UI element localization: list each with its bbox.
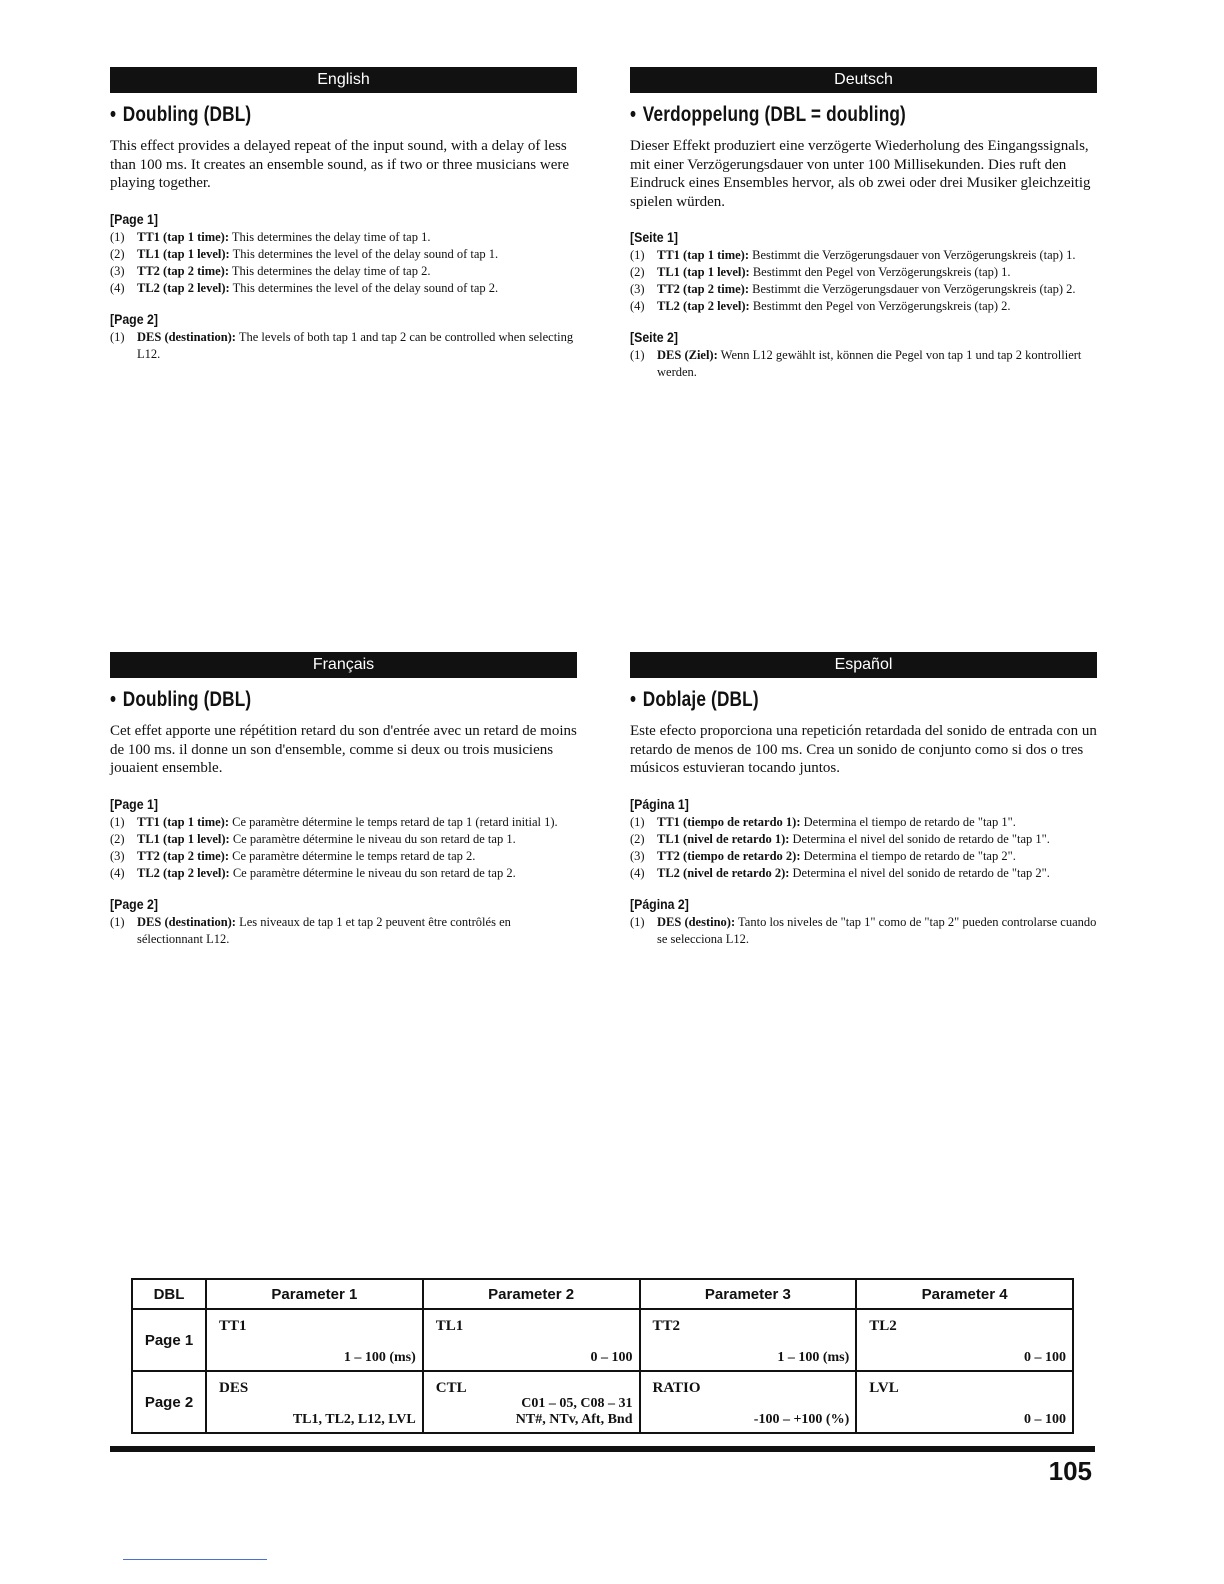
param-range: 1 – 100 (ms) [777,1350,850,1365]
item-parameter: TT2 (tap 2 time): [137,263,229,278]
item-body [137,246,577,263]
table-cell [423,1309,640,1371]
list-item [110,229,577,246]
page-1-items [110,229,577,297]
param-name: DES [219,1380,249,1396]
table-cell [206,1309,423,1371]
item-parameter: TT1 (tiempo de retardo 1): [657,814,801,829]
item-parameter: TT1 (tap 1 time): [657,248,749,262]
item-body [137,814,577,831]
list-item [630,914,1097,948]
item-description: Determina el tiempo de retardo de "tap 1". [803,814,1016,829]
page-2-heading: [Page 2] [110,310,158,327]
item-description: Wenn L12 gewählt ist, können die Pegel von tap 1 und tap 2 kontrolliert werden. [657,348,1082,379]
item-body [657,865,1097,882]
item-body [657,281,1097,298]
table-header: Parameter 2 [423,1279,640,1309]
list-item [110,831,577,848]
intro-text: Cet effet apporte une répétition retard du son d'entrée avec un retard de moins de 100 ms. il donne un son d'ensemble, comme si deux ou trois musiciens jouaient ensemble. [110,723,577,776]
item-number: (1) [110,814,125,829]
item-number: (1) [630,348,645,362]
table-row [132,1309,1073,1371]
table-header: Parameter 3 [640,1279,857,1309]
param-range: 0 – 100 [1024,1350,1066,1365]
item-number: (4) [110,865,125,880]
param-name: CTL [435,1380,467,1396]
item-parameter: TL2 (nivel de retardo 2): [657,865,790,880]
item-description: Ce paramètre détermine le temps retard de tap 2. [232,848,476,863]
item-number: (3) [630,282,645,296]
page-1-items [110,814,577,882]
intro-text: This effect provides a delayed repeat of the input sound, with a delay of less than 100 ms. It creates an ensemble sound, as if two or three musicians were playing together. [110,138,570,191]
item-description: This determines the level of the delay sound of tap 2. [232,280,499,295]
item-number: (1) [630,814,645,829]
list-item [630,814,1097,831]
param-name: RATIO [652,1380,701,1396]
page-1-heading: [Page 1] [110,210,158,227]
param-name: TT2 [652,1318,681,1334]
table-row [132,1371,1073,1433]
param-range: 1 – 100 (ms) [343,1350,416,1365]
item-parameter: DES (destination): [137,914,236,929]
list-item [630,281,1097,298]
row-label: Page 2 [132,1371,206,1433]
list-item [110,246,577,263]
page-2-heading: [Seite 2] [630,329,678,345]
item-description: Bestimmt den Pegel von Verzögerungskreis (tap) 2. [752,299,1011,313]
item-description: Bestimmt den Pegel von Verzögerungskreis (tap) 1. [752,265,1011,279]
language-bar: Deutsch [630,67,1097,93]
list-item [630,264,1097,281]
language-bar: Français [110,652,577,678]
page-2-items [110,914,577,948]
table-cell [640,1371,857,1433]
item-number: (3) [630,848,645,863]
item-body [657,814,1097,831]
item-description: Bestimmt die Verzögerungsdauer von Verzögerungskreis (tap) 2. [752,282,1076,296]
item-number: (2) [630,831,645,846]
list-item [630,298,1097,315]
item-description: Determina el nivel del sonido de retardo de "tap 1". [792,831,1050,846]
bullet-icon: • [110,688,117,711]
item-parameter: TL1 (tap 1 level): [137,246,230,261]
item-number: (2) [110,831,125,846]
item-description: Ce paramètre détermine le temps retard de tap 1 (retard initial 1). [232,814,558,829]
item-description: Determina el tiempo de retardo de "tap 2". [803,848,1016,863]
page-2-heading: [Page 2] [110,895,158,912]
table-cell [423,1371,640,1433]
item-body [657,914,1097,948]
item-body [137,831,577,848]
page-2-items [110,329,577,363]
item-parameter: TT1 (tap 1 time): [137,229,229,244]
page-2-items [630,347,1097,381]
row-label: Page 1 [132,1309,206,1371]
item-description: This determines the delay time of tap 1. [231,229,431,244]
bullet-icon: • [110,103,117,126]
item-parameter: TL1 (nivel de retardo 1): [657,831,790,846]
list-item [110,914,577,948]
item-description: This determines the level of the delay sound of tap 1. [232,246,499,261]
item-body [657,831,1097,848]
param-name: TL1 [435,1318,464,1334]
list-item [630,247,1097,264]
item-body [137,865,577,882]
language-bar: Español [630,652,1097,678]
item-number: (3) [110,263,125,278]
item-parameter: TT2 (tap 2 time): [137,848,229,863]
list-item [110,848,577,865]
list-item [110,280,577,297]
section-english [110,67,577,377]
item-body [657,247,1097,264]
param-range: TL1, TL2, L12, LVL [292,1412,416,1427]
item-number: (2) [110,246,125,261]
bullet-icon: • [630,688,637,711]
item-number: (3) [110,848,125,863]
item-description: Bestimmt die Verzögerungsdauer von Verzögerungskreis (tap) 1. [752,248,1076,262]
item-parameter: TL2 (tap 2 level): [657,299,750,313]
section-francais [110,652,577,962]
item-body [657,347,1097,381]
list-item [630,831,1097,848]
item-body [657,264,1097,281]
footer-divider [123,1559,267,1560]
parameter-table [131,1278,1074,1434]
list-item [110,329,577,363]
bullet-icon: • [630,103,637,126]
page-2-items [630,914,1097,948]
list-item [630,347,1097,381]
language-bar: English [110,67,577,93]
item-description: Tanto los niveles de "tap 1" como de "tap 2" pueden controlarse cuando se selecciona L12. [657,914,1097,946]
item-number: (4) [110,280,125,295]
item-parameter: TL1 (tap 1 level): [657,265,750,279]
table-cell [856,1309,1073,1371]
page-1-heading: [Seite 1] [630,229,678,245]
item-description: This determines the delay time of tap 2. [231,263,431,278]
param-range: 0 – 100 [1024,1412,1066,1427]
param-range: C01 – 05, C08 – 31 NT#, NTv, Aft, Bnd [515,1396,633,1427]
param-range: 0 – 100 [590,1350,633,1365]
section-title: • Doubling (DBL) [110,103,252,126]
table-header-row [132,1279,1073,1309]
item-description: Ce paramètre détermine le niveau du son retard de tap 1. [232,831,516,846]
item-number: (1) [630,248,645,262]
page-2-heading: [Página 2] [630,895,689,912]
param-name: TT1 [219,1318,247,1334]
item-parameter: DES (Ziel): [657,348,718,362]
item-description: Ce paramètre détermine le niveau du son retard de tap 2. [232,865,516,880]
list-item [630,848,1097,865]
item-description: The levels of both tap 1 and tap 2 can be controlled when selecting L12. [137,329,574,361]
table-header: Parameter 1 [206,1279,423,1309]
item-body [137,263,577,280]
page-1-heading: [Page 1] [110,795,158,812]
item-number: (1) [110,914,125,929]
param-name: LVL [869,1380,899,1396]
intro-text: Este efecto proporciona una repetición retardada del sonido de entrada con un retardo de menos de 100 ms. Crea un sonido de conjunto como si dos o tres músicos estuvieran tocando juntos. [630,723,1097,776]
page-1-items [630,247,1097,315]
item-body [137,280,577,297]
item-parameter: DES (destino): [657,914,736,929]
table-cell [640,1309,857,1371]
item-parameter: TT2 (tap 2 time): [657,282,749,296]
section-title: • Doubling (DBL) [110,688,252,711]
section-deutsch [630,67,1097,395]
table-cell [856,1371,1073,1433]
page-number: 105 [1048,1456,1092,1486]
list-item [110,865,577,882]
item-body [657,848,1097,865]
item-parameter: TL1 (tap 1 level): [137,831,230,846]
table-cell [206,1371,423,1433]
bottom-rule [110,1446,1095,1452]
item-parameter: TT2 (tiempo de retardo 2): [657,848,801,863]
page-1-items [630,814,1097,882]
item-parameter: DES (destination): [137,329,236,344]
list-item [110,263,577,280]
item-number: (4) [630,299,645,313]
item-description: Les niveaux de tap 1 et tap 2 peuvent être contrôlés en sélectionnant L12. [137,914,511,946]
section-title: • Verdoppelung (DBL = doubling) [630,103,906,126]
item-number: (1) [630,914,645,929]
section-espanol [630,652,1097,962]
section-title: • Doblaje (DBL) [630,688,759,711]
item-body [137,229,577,246]
item-description: Determina el nivel del sonido de retardo de "tap 2". [792,865,1050,880]
param-range: -100 – +100 (%) [753,1412,850,1427]
list-item [110,814,577,831]
item-body [657,298,1097,315]
item-parameter: TT1 (tap 1 time): [137,814,229,829]
param-name: TL2 [869,1318,897,1334]
item-number: (1) [110,329,125,344]
page-1-heading: [Página 1] [630,795,689,812]
table-corner: DBL [132,1279,206,1309]
item-number: (2) [630,265,645,279]
item-number: (4) [630,865,645,880]
item-body [137,914,577,948]
list-item [630,865,1097,882]
intro-text: Dieser Effekt produziert eine verzögerte Wiederholung des Eingangssignals, mit einer Verzögerungsdauer von unter 100 Millisekunden. Dies ruft den Eindruck eines Ensembles hervor, als ob zwei oder drei Musiker gleichzeitig spielen würden. [630,138,1091,210]
item-number: (1) [110,229,125,244]
item-body [137,329,577,363]
item-parameter: TL2 (tap 2 level): [137,280,230,295]
item-parameter: TL2 (tap 2 level): [137,865,230,880]
item-body [137,848,577,865]
table-header: Parameter 4 [856,1279,1073,1309]
